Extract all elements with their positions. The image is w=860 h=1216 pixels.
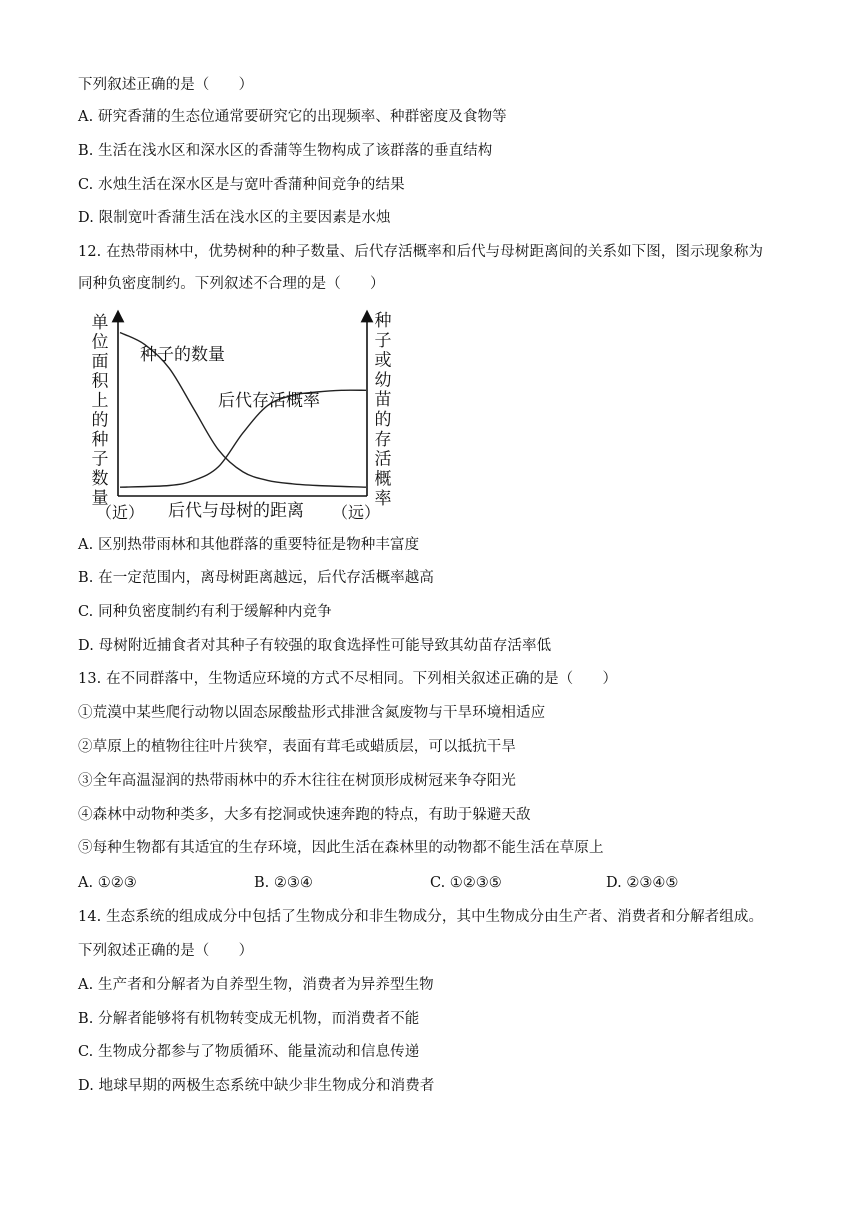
x-label-far: （远）	[332, 503, 381, 522]
ylabel-left-char: 面	[91, 352, 109, 372]
q13-item-1: ①荒漠中某些爬行动物以固态尿酸盐形式排泄含氮废物与干旱环境相适应	[78, 705, 546, 721]
q12-option-d: D. 母树附近捕食者对其种子有较强的取食选择性可能导致其幼苗存活率低	[78, 638, 552, 654]
q13-stem: 13. 在不同群落中，生物适应环境的方式不尽相同。下列相关叙述正确的是（ ）	[78, 671, 618, 687]
q13-item-2: ②草原上的植物往往叶片狭窄，表面有茸毛或蜡质层，可以抵抗干旱	[78, 739, 516, 755]
x-label-near: （近）	[96, 503, 145, 522]
density-chart	[84, 302, 404, 524]
ylabel-right-char: 苗	[374, 390, 392, 411]
y-axis-label-right	[375, 311, 392, 509]
ylabel-right-char: 存	[374, 429, 392, 450]
q12-option-c: C. 同种负密度制约有利于缓解种内竞争	[78, 604, 332, 620]
q12-stem-line1: 12. 在热带雨林中，优势树种的种子数量、后代存活概率和后代与母树距离间的关系如下图，图示现象称为	[78, 244, 764, 260]
ylabel-left-char: 上	[91, 391, 109, 411]
ylabel-left-char: 积	[91, 371, 109, 392]
q11-option-d: D. 限制宽叶香蒲生活在浅水区的主要因素是水烛	[78, 210, 391, 226]
q14-option-d: D. 地球早期的两极生态系统中缺少非生物成分和消费者	[78, 1078, 435, 1094]
series-label-survival: 后代存活概率	[218, 391, 320, 411]
ylabel-right-char: 种	[374, 311, 392, 331]
ylabel-left-char: 量	[91, 488, 109, 509]
q11-option-c: C. 水烛生活在深水区是与宽叶香蒲种间竞争的结果	[78, 177, 405, 193]
q11-stem: 下列叙述正确的是（ ）	[78, 77, 254, 93]
ylabel-left-char: 单	[91, 313, 109, 333]
q14-stem-line2: 下列叙述正确的是（ ）	[78, 943, 254, 959]
q14-option-c: C. 生物成分都参与了物质循环、能量流动和信息传递	[78, 1044, 420, 1060]
q14-option-b: B. 分解者能够将有机物转变成无机物，而消费者不能	[78, 1011, 420, 1027]
ylabel-right-char: 子	[374, 330, 392, 351]
ylabel-right-char: 的	[374, 410, 392, 430]
q13-item-4: ④森林中动物种类多，大多有挖洞或快速奔跑的特点，有助于躲避天敌	[78, 807, 531, 823]
ylabel-left-char: 种	[91, 430, 109, 450]
ylabel-left-char: 数	[91, 469, 109, 489]
x-axis-label: 后代与母树的距离	[168, 501, 304, 521]
ylabel-right-char: 活	[374, 449, 392, 470]
ylabel-right-char: 或	[374, 350, 392, 371]
q13-item-5: ⑤每种生物都有其适宜的生存环境，因此生活在森林里的动物都不能生活在草原上	[78, 840, 604, 856]
q13-choice-c: C. ①②③⑤	[430, 875, 502, 891]
ylabel-right-char: 幼	[374, 370, 392, 391]
y-axis-label-left	[92, 313, 110, 509]
q14-option-a: A. 生产者和分解者为自养型生物，消费者为异养型生物	[78, 977, 434, 993]
ylabel-left-char: 子	[91, 449, 109, 470]
series-label-seed-count: 种子的数量	[140, 345, 225, 365]
q12-option-a: A. 区别热带雨林和其他群落的重要特征是物种丰富度	[78, 537, 420, 553]
q14-stem-line1: 14. 生态系统的组成成分中包括了生物成分和非生物成分，其中生物成分由生产者、消费者和分解者组成。	[78, 909, 764, 925]
q11-option-a: A. 研究香蒲的生态位通常要研究它的出现频率、种群密度及食物等	[78, 109, 507, 125]
q13-choice-d: D. ②③④⑤	[606, 875, 679, 891]
q11-option-b: B. 生活在浅水区和深水区的香蒲等生物构成了该群落的垂直结构	[78, 143, 493, 159]
q13-item-3: ③全年高温湿润的热带雨林中的乔木往往在树顶形成树冠来争夺阳光	[78, 773, 516, 789]
q13-choice-b: B. ②③④	[254, 875, 313, 891]
q12-stem-line2: 同种负密度制约。下列叙述不合理的是（ ）	[78, 276, 385, 292]
q13-choices	[78, 873, 778, 893]
ylabel-right-char: 概	[374, 469, 392, 490]
ylabel-left-char: 的	[91, 410, 109, 431]
q12-option-b: B. 在一定范围内，离母树距离越远，后代存活概率越高	[78, 570, 434, 586]
ylabel-left-char: 位	[91, 332, 109, 353]
q13-choice-a: A. ①②③	[78, 875, 137, 891]
ylabel-right-char: 率	[374, 489, 392, 510]
